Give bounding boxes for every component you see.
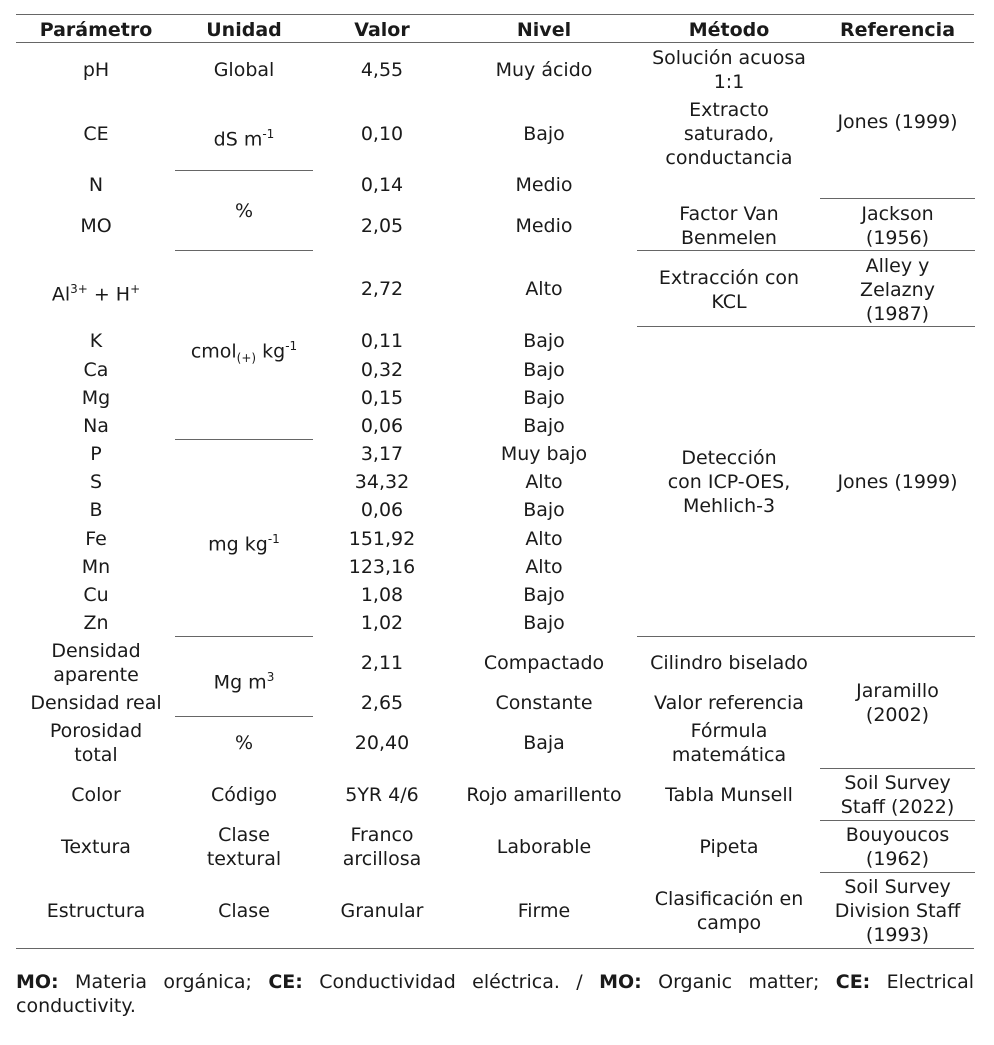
value-cell: Granular — [340, 900, 424, 922]
level-cell: Rojo amarillento — [466, 784, 622, 806]
level-cell: Alto — [525, 278, 563, 300]
level-cell: Alto — [525, 556, 563, 578]
header-level: Nivel — [516, 19, 572, 41]
unit-text: Mg m — [213, 671, 267, 694]
method-cell: KCL — [711, 291, 747, 313]
header-method: Método — [688, 19, 770, 41]
unit-cell: Clase — [218, 824, 270, 846]
param-cell: Ca — [83, 359, 109, 381]
unit-divider — [175, 170, 313, 171]
level-cell: Bajo — [523, 584, 565, 606]
ref-cell: Division Staff — [834, 900, 961, 922]
param-cell: pH — [82, 59, 110, 81]
unit-cell: textural — [206, 848, 282, 870]
method-cell: matemática — [671, 744, 787, 766]
level-cell: Medio — [515, 174, 573, 196]
method-cell: Cilindro biselado — [650, 652, 808, 674]
method-cell: Tabla Munsell — [665, 784, 793, 806]
method-cell: 1:1 — [713, 71, 745, 93]
unit-sup: 3 — [266, 670, 275, 684]
param-cell: Mn — [81, 556, 111, 578]
method-cell: Factor Van — [679, 203, 779, 225]
unit-cell: % — [234, 732, 254, 754]
unit-cell: Global — [213, 59, 275, 81]
level-cell: Bajo — [523, 359, 565, 381]
value-cell: 1,08 — [360, 584, 404, 606]
unit-text: mg kg — [208, 533, 268, 556]
unit-cell: Código — [211, 784, 277, 806]
unit-text: dS m — [213, 128, 263, 151]
param-cell: Color — [71, 784, 121, 806]
param-sup: + — [130, 282, 141, 296]
unit-cell — [175, 122, 313, 151]
unit-sub: (+) — [236, 351, 257, 366]
value-cell: 0,14 — [360, 174, 404, 196]
method-cell: Mehlich-3 — [682, 495, 776, 517]
ref-cell: Soil Survey — [844, 876, 951, 898]
ref-cell: Bouyoucos — [845, 824, 950, 846]
table-footnote — [16, 970, 974, 1018]
method-cell: Fórmula — [690, 720, 768, 742]
level-cell: Firme — [517, 900, 571, 922]
unit-sup: -1 — [262, 127, 275, 141]
param-cell: K — [89, 330, 103, 352]
level-cell: Bajo — [523, 123, 565, 145]
method-cell: saturado, — [683, 123, 775, 145]
method-divider — [637, 326, 975, 327]
unit-cell — [175, 334, 313, 370]
value-cell: Franco — [350, 824, 414, 846]
method-cell: Benmelen — [681, 227, 777, 249]
value-cell: 2,11 — [360, 652, 404, 674]
value-cell: 0,15 — [360, 387, 404, 409]
method-cell: Solución acuosa — [652, 47, 806, 69]
footnote-key: CE: — [835, 971, 871, 993]
param-cell: CE — [83, 123, 109, 145]
param-cell: total — [74, 744, 118, 766]
unit-divider — [175, 439, 313, 440]
ref-divider — [820, 872, 975, 873]
param-text: + H — [87, 283, 131, 306]
param-sup: 3+ — [70, 282, 88, 296]
value-cell: 2,05 — [360, 215, 404, 237]
ref-cell: Soil Survey — [844, 772, 951, 794]
ref-cell: Zelazny — [860, 279, 935, 301]
param-cell: B — [89, 499, 103, 521]
value-cell: 2,72 — [360, 278, 404, 300]
value-cell: 0,06 — [360, 415, 404, 437]
ref-divider — [820, 820, 975, 821]
method-divider — [637, 636, 975, 637]
level-cell: Bajo — [523, 612, 565, 634]
ref-cell: Jones (1999) — [837, 471, 958, 493]
unit-text: cmol — [190, 340, 237, 363]
ref-cell: Jaramillo — [856, 680, 939, 702]
param-cell: Zn — [83, 612, 109, 634]
table-bottom-rule — [16, 948, 974, 949]
level-cell: Muy ácido — [495, 59, 593, 81]
value-cell: 34,32 — [354, 471, 410, 493]
method-cell: Pipeta — [699, 836, 759, 858]
value-cell: 151,92 — [348, 528, 416, 550]
table-top-rule — [16, 14, 974, 15]
value-cell: 0,11 — [360, 330, 404, 352]
header-value: Valor — [354, 19, 410, 41]
value-cell: 0,32 — [360, 359, 404, 381]
param-text: Al — [51, 283, 71, 306]
unit-divider — [175, 636, 313, 637]
method-cell: Extracción con — [658, 267, 800, 289]
header-ref: Referencia — [839, 19, 956, 41]
value-cell: 123,16 — [348, 556, 416, 578]
ref-divider — [637, 250, 975, 251]
unit-divider — [175, 716, 313, 717]
param-cell: Estructura — [46, 900, 146, 922]
footnote-text: Conductividad eléctrica. / — [302, 971, 600, 993]
ref-cell: (1993) — [865, 924, 930, 946]
param-cell: Mg — [81, 387, 111, 409]
level-cell: Bajo — [523, 499, 565, 521]
ref-cell: (2002) — [865, 704, 930, 726]
param-cell: Densidad — [51, 640, 141, 662]
ref-cell: Jones (1999) — [837, 111, 958, 133]
unit-sup: -1 — [267, 532, 280, 546]
ref-cell: Staff (2022) — [840, 796, 955, 818]
method-cell: Clasificación en — [654, 888, 804, 910]
value-cell: 20,40 — [354, 732, 410, 754]
level-cell: Laborable — [496, 836, 592, 858]
method-cell: conductancia — [665, 147, 793, 169]
level-cell: Compactado — [483, 652, 605, 674]
param-cell: S — [89, 471, 103, 493]
value-cell: 3,17 — [360, 443, 404, 465]
ref-cell: Jackson — [861, 203, 934, 225]
value-cell: 5YR 4/6 — [345, 784, 419, 806]
ref-divider — [820, 768, 975, 769]
level-cell: Alto — [525, 471, 563, 493]
unit-cell — [175, 527, 313, 556]
footnote-text: Materia orgánica; — [58, 971, 269, 993]
method-cell: campo — [696, 912, 762, 934]
ref-cell: (1987) — [865, 303, 930, 325]
level-cell: Alto — [525, 528, 563, 550]
value-cell: 1,02 — [360, 612, 404, 634]
param-cell: Textura — [61, 836, 131, 858]
unit-cell — [175, 665, 313, 694]
param-cell: aparente — [53, 664, 139, 686]
level-cell: Constante — [495, 692, 593, 714]
param-cell: Porosidad — [49, 720, 143, 742]
footnote-key: CE: — [268, 971, 303, 993]
unit-cell: Clase — [218, 900, 270, 922]
level-cell: Bajo — [523, 415, 565, 437]
level-cell: Bajo — [523, 330, 565, 352]
method-cell: Extracto — [689, 99, 769, 121]
param-cell: N — [88, 174, 104, 196]
level-cell: Baja — [523, 732, 565, 754]
header-param: Parámetro — [39, 19, 153, 41]
value-cell: arcillosa — [342, 848, 422, 870]
param-cell: P — [90, 443, 102, 465]
method-cell: con ICP-OES, — [667, 471, 791, 493]
level-cell: Bajo — [523, 387, 565, 409]
unit-divider — [175, 250, 313, 251]
param-cell: Na — [83, 415, 109, 437]
header-rule — [16, 42, 974, 43]
ref-cell: (1956) — [865, 227, 930, 249]
param-cell: MO — [80, 215, 112, 237]
unit-sup: -1 — [285, 339, 298, 353]
level-cell: Muy bajo — [500, 443, 588, 465]
footnote-key: MO: — [16, 971, 59, 993]
value-cell: 0,06 — [360, 499, 404, 521]
header-unit: Unidad — [206, 19, 282, 41]
method-cell: Detección — [681, 447, 777, 469]
value-cell: 0,10 — [360, 123, 404, 145]
unit-cell: % — [234, 200, 254, 222]
ref-cell: (1962) — [865, 848, 930, 870]
ref-cell: Alley y — [865, 255, 930, 277]
value-cell: 4,55 — [360, 59, 404, 81]
method-cell: Valor referencia — [654, 692, 804, 714]
footnote-key: MO: — [599, 971, 642, 993]
unit-text: kg — [256, 340, 286, 363]
footnote-text: Electrical conductivity. — [16, 971, 974, 1017]
level-cell: Medio — [515, 215, 573, 237]
param-cell: Cu — [83, 584, 109, 606]
param-cell — [16, 277, 176, 306]
param-cell: Fe — [85, 528, 107, 550]
ref-divider — [820, 198, 975, 199]
value-cell: 2,65 — [360, 692, 404, 714]
footnote-text: Organic matter; — [641, 971, 836, 993]
param-cell: Densidad real — [30, 692, 162, 714]
